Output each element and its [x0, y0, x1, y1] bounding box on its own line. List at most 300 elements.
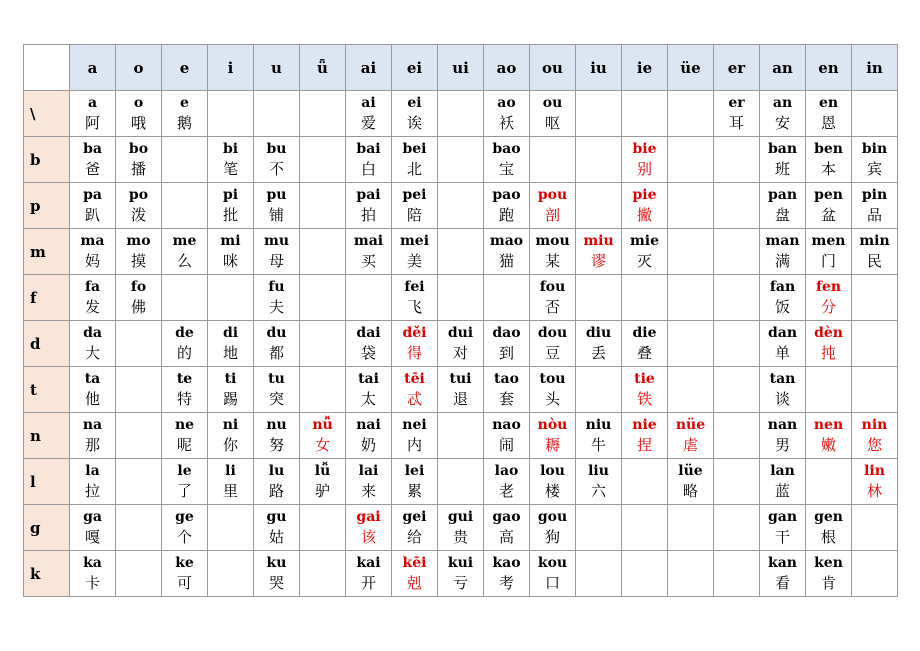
syllable-cell [392, 229, 438, 275]
syllable-character: 豆 [544, 344, 560, 362]
syllable-character: 都 [268, 344, 284, 362]
syllable-character: 陪 [406, 206, 422, 224]
syllable-character: 考 [498, 574, 514, 592]
syllable-pinyin: tui [449, 371, 472, 387]
syllable-cell [392, 91, 438, 137]
syllable-cell [392, 505, 438, 551]
initial-row [24, 551, 898, 597]
empty-cell [714, 137, 760, 183]
syllable-pinyin: nòu [537, 417, 568, 433]
syllable-pinyin: mie [629, 233, 660, 249]
syllable-character: 突 [268, 390, 284, 408]
final-header-cell: i [208, 45, 254, 91]
syllable-pinyin: gao [492, 509, 521, 525]
syllable-character: 来 [360, 482, 376, 500]
syllable-pinyin: men [811, 233, 846, 249]
syllable-cell [530, 459, 576, 505]
syllable-cell [852, 229, 898, 275]
syllable-pinyin: dan [767, 325, 798, 341]
syllable-character: 某 [544, 252, 560, 270]
syllable-pinyin: gei [402, 509, 427, 525]
syllable-pinyin: pei [402, 187, 427, 203]
syllable-cell [254, 229, 300, 275]
syllable-character: 蓝 [774, 482, 790, 500]
empty-cell [714, 183, 760, 229]
syllable-cell [392, 551, 438, 597]
final-header-cell: an [760, 45, 806, 91]
syllable-character: 铺 [268, 206, 284, 224]
header-row [24, 45, 898, 91]
final-header-cell: u [254, 45, 300, 91]
final-header-cell: o [116, 45, 162, 91]
syllable-character: 干 [774, 528, 790, 546]
final-header-cell: in [852, 45, 898, 91]
syllable-cell [438, 551, 484, 597]
initial-row [24, 367, 898, 413]
final-header-cell: ǖ [300, 45, 346, 91]
initial-header-cell: t [24, 367, 70, 413]
syllable-pinyin: pou [537, 187, 568, 203]
syllable-pinyin: kao [492, 555, 521, 571]
syllable-pinyin: pen [814, 187, 843, 203]
empty-cell [300, 91, 346, 137]
empty-cell [438, 91, 484, 137]
empty-cell [852, 505, 898, 551]
syllable-pinyin: ni [222, 417, 239, 433]
syllable-pinyin: lei [404, 463, 425, 479]
initial-header-cell: k [24, 551, 70, 597]
syllable-pinyin: bo [128, 141, 149, 157]
empty-cell [438, 275, 484, 321]
empty-cell [622, 459, 668, 505]
syllable-pinyin: nai [356, 417, 381, 433]
syllable-pinyin: ai [361, 95, 376, 111]
empty-cell [300, 137, 346, 183]
empty-cell [208, 505, 254, 551]
syllable-pinyin: tou [539, 371, 566, 387]
syllable-cell [208, 137, 254, 183]
syllable-cell [852, 413, 898, 459]
syllable-pinyin: bai [356, 141, 381, 157]
syllable-character: 虐 [682, 436, 698, 454]
syllable-character: 可 [176, 574, 192, 592]
syllable-cell [162, 459, 208, 505]
syllable-cell [530, 551, 576, 597]
syllable-cell [70, 183, 116, 229]
final-header-cell: er [714, 45, 760, 91]
syllable-character: 白 [360, 160, 376, 178]
syllable-cell [208, 321, 254, 367]
syllable-cell [760, 91, 806, 137]
syllable-pinyin: lin [864, 463, 885, 479]
syllable-pinyin: ei [407, 95, 422, 111]
syllable-pinyin: tai [358, 371, 379, 387]
syllable-cell [530, 505, 576, 551]
syllable-character: 铁 [636, 390, 652, 408]
syllable-cell [346, 229, 392, 275]
syllable-character: 六 [590, 482, 606, 500]
syllable-pinyin: lüe [678, 463, 703, 479]
syllable-pinyin: diu [585, 325, 612, 341]
syllable-pinyin: tie [634, 371, 655, 387]
initial-header-cell: p [24, 183, 70, 229]
syllable-cell [852, 459, 898, 505]
syllable-pinyin: ka [83, 555, 102, 571]
syllable-character: 到 [498, 344, 514, 362]
syllable-cell [254, 367, 300, 413]
final-header-cell: ao [484, 45, 530, 91]
syllable-pinyin: ke [175, 555, 194, 571]
syllable-character: 分 [820, 298, 836, 316]
syllable-pinyin: kan [768, 555, 797, 571]
empty-cell [668, 183, 714, 229]
syllable-cell [806, 229, 852, 275]
syllable-character: 您 [866, 436, 882, 454]
empty-cell [484, 275, 530, 321]
empty-cell [438, 413, 484, 459]
syllable-pinyin: pan [767, 187, 798, 203]
final-header-cell: e [162, 45, 208, 91]
syllable-cell [254, 413, 300, 459]
syllable-pinyin: dou [537, 325, 568, 341]
empty-cell [116, 321, 162, 367]
syllable-cell [116, 91, 162, 137]
syllable-character: 诶 [406, 114, 422, 132]
empty-cell [806, 459, 852, 505]
syllable-cell [530, 321, 576, 367]
syllable-pinyin: pu [266, 187, 287, 203]
syllable-cell [622, 229, 668, 275]
empty-cell [438, 229, 484, 275]
syllable-cell [346, 459, 392, 505]
syllable-cell [760, 229, 806, 275]
syllable-pinyin: gou [537, 509, 568, 525]
initial-row [24, 137, 898, 183]
syllable-character: 拉 [84, 482, 100, 500]
syllable-cell [254, 459, 300, 505]
syllable-pinyin: ben [814, 141, 843, 157]
syllable-cell [806, 413, 852, 459]
syllable-pinyin: mao [489, 233, 524, 249]
syllable-pinyin: na [82, 417, 103, 433]
syllable-pinyin: bao [492, 141, 521, 157]
initial-header-cell: g [24, 505, 70, 551]
syllable-character: 开 [360, 574, 376, 592]
syllable-character: 摸 [130, 252, 146, 270]
syllable-character: 太 [360, 390, 376, 408]
syllable-character: 奶 [360, 436, 376, 454]
syllable-cell [392, 275, 438, 321]
syllable-cell [346, 551, 392, 597]
syllable-pinyin: po [128, 187, 149, 203]
empty-cell [714, 229, 760, 275]
syllable-character: 夫 [268, 298, 284, 316]
syllable-character: 阿 [84, 114, 100, 132]
syllable-pinyin: nin [861, 417, 888, 433]
syllable-pinyin: te [176, 371, 193, 387]
syllable-character: 忒 [406, 390, 422, 408]
syllable-character: 看 [774, 574, 790, 592]
syllable-pinyin: fei [404, 279, 425, 295]
syllable-pinyin: da [83, 325, 102, 341]
syllable-pinyin: nen [813, 417, 844, 433]
initial-row [24, 229, 898, 275]
syllable-pinyin: kai [356, 555, 381, 571]
syllable-pinyin: dai [356, 325, 381, 341]
syllable-cell [346, 413, 392, 459]
syllable-character: 批 [222, 206, 238, 224]
empty-cell [806, 367, 852, 413]
syllable-pinyin: mou [535, 233, 570, 249]
syllable-character: 努 [268, 436, 284, 454]
final-header-cell: iu [576, 45, 622, 91]
syllable-character: 你 [222, 436, 238, 454]
syllable-pinyin: bin [861, 141, 888, 157]
syllable-cell [668, 459, 714, 505]
syllable-character: 嘎 [84, 528, 100, 546]
syllable-pinyin: fan [769, 279, 796, 295]
initial-header-cell: l [24, 459, 70, 505]
syllable-cell [484, 91, 530, 137]
syllable-character: 对 [452, 344, 468, 362]
syllable-character: 退 [452, 390, 468, 408]
syllable-character: 地 [222, 344, 238, 362]
syllable-pinyin: dèn [814, 325, 843, 341]
syllable-cell [70, 275, 116, 321]
syllable-cell [806, 505, 852, 551]
empty-cell [714, 367, 760, 413]
syllable-pinyin: bie [632, 141, 657, 157]
syllable-character: 恩 [820, 114, 836, 132]
syllable-cell [254, 275, 300, 321]
empty-cell [162, 137, 208, 183]
syllable-cell [208, 367, 254, 413]
syllable-character: 撇 [636, 206, 652, 224]
syllable-cell [254, 505, 300, 551]
syllable-character: 饭 [774, 298, 790, 316]
syllable-pinyin: nu [266, 417, 287, 433]
syllable-cell [806, 275, 852, 321]
syllable-pinyin: ban [767, 141, 798, 157]
syllable-pinyin: mu [264, 233, 289, 249]
syllable-cell [760, 505, 806, 551]
syllable-character: 捏 [636, 436, 652, 454]
syllable-character: 满 [774, 252, 790, 270]
syllable-cell [760, 321, 806, 367]
syllable-cell [622, 413, 668, 459]
syllable-pinyin: nüe [675, 417, 706, 433]
syllable-cell [760, 183, 806, 229]
syllable-character: 哦 [130, 114, 146, 132]
syllable-pinyin: gui [447, 509, 474, 525]
empty-cell [714, 459, 760, 505]
syllable-character: 宝 [498, 160, 514, 178]
final-header-cell: en [806, 45, 852, 91]
syllable-pinyin: dui [447, 325, 474, 341]
syllable-cell [208, 183, 254, 229]
syllable-pinyin: le [177, 463, 192, 479]
syllable-cell [254, 551, 300, 597]
syllable-cell [116, 229, 162, 275]
syllable-character: 女 [314, 436, 330, 454]
syllable-cell [438, 321, 484, 367]
syllable-pinyin: ti [224, 371, 237, 387]
syllable-cell [484, 505, 530, 551]
syllable-pinyin: tan [769, 371, 796, 387]
syllable-character: 牛 [590, 436, 606, 454]
syllable-pinyin: tu [268, 371, 285, 387]
empty-cell [714, 413, 760, 459]
empty-cell [162, 183, 208, 229]
syllable-pinyin: de [175, 325, 194, 341]
syllable-pinyin: liu [588, 463, 609, 479]
initial-row [24, 275, 898, 321]
syllable-pinyin: pa [83, 187, 102, 203]
syllable-pinyin: mo [126, 233, 151, 249]
syllable-character: 耨 [544, 436, 560, 454]
syllable-character: 里 [222, 482, 238, 500]
syllable-character: 丢 [590, 344, 606, 362]
empty-cell [714, 275, 760, 321]
syllable-character: 谈 [774, 390, 790, 408]
syllable-cell [760, 275, 806, 321]
initial-header-cell: n [24, 413, 70, 459]
final-header-cell: a [70, 45, 116, 91]
empty-cell [116, 551, 162, 597]
syllable-cell [484, 321, 530, 367]
final-header-cell: ai [346, 45, 392, 91]
final-header-cell: üe [668, 45, 714, 91]
syllable-cell [392, 183, 438, 229]
syllable-pinyin: fo [130, 279, 147, 295]
syllable-character: 爸 [84, 160, 100, 178]
syllable-cell [392, 367, 438, 413]
empty-cell [116, 413, 162, 459]
empty-cell [714, 551, 760, 597]
syllable-character: 套 [498, 390, 514, 408]
final-header-cell: ou [530, 45, 576, 91]
syllable-cell [760, 459, 806, 505]
syllable-character: 的 [176, 344, 192, 362]
initial-row [24, 413, 898, 459]
empty-cell [162, 275, 208, 321]
syllable-character: 单 [774, 344, 790, 362]
syllable-cell [346, 183, 392, 229]
syllable-character: 肯 [820, 574, 836, 592]
syllable-cell [70, 137, 116, 183]
syllable-character: 品 [866, 206, 882, 224]
syllable-cell [254, 183, 300, 229]
empty-cell [622, 275, 668, 321]
initial-row [24, 459, 898, 505]
empty-cell [300, 321, 346, 367]
syllable-character: 该 [360, 528, 376, 546]
syllable-character: 内 [406, 436, 422, 454]
syllable-pinyin: lan [770, 463, 795, 479]
final-header-cell: ei [392, 45, 438, 91]
syllable-pinyin: bei [402, 141, 427, 157]
empty-cell [300, 505, 346, 551]
syllable-pinyin: děi [402, 325, 427, 341]
empty-cell [714, 321, 760, 367]
empty-cell [116, 367, 162, 413]
syllable-pinyin: bu [266, 141, 287, 157]
syllable-pinyin: kou [537, 555, 568, 571]
empty-cell [668, 367, 714, 413]
syllable-cell [162, 413, 208, 459]
empty-cell [852, 91, 898, 137]
syllable-pinyin: kui [447, 555, 474, 571]
initial-row [24, 321, 898, 367]
syllable-cell [576, 229, 622, 275]
syllable-cell [438, 505, 484, 551]
syllable-cell [70, 413, 116, 459]
syllable-pinyin: o [133, 95, 144, 111]
syllable-cell [484, 183, 530, 229]
syllable-cell [162, 551, 208, 597]
syllable-character: 泼 [130, 206, 146, 224]
syllable-character: 飞 [406, 298, 422, 316]
syllable-character: 了 [176, 482, 192, 500]
syllable-character: 呕 [544, 114, 560, 132]
syllable-pinyin: min [859, 233, 890, 249]
syllable-character: 母 [268, 252, 284, 270]
syllable-cell [622, 137, 668, 183]
initial-row [24, 505, 898, 551]
syllable-character: 口 [544, 574, 560, 592]
syllable-pinyin: mei [399, 233, 430, 249]
syllable-cell [162, 321, 208, 367]
syllable-cell [162, 505, 208, 551]
initial-header-cell: f [24, 275, 70, 321]
syllable-pinyin: lu [268, 463, 285, 479]
syllable-pinyin: pai [356, 187, 381, 203]
syllable-pinyin: ga [83, 509, 102, 525]
syllable-character: 笔 [222, 160, 238, 178]
syllable-pinyin: man [765, 233, 800, 249]
syllable-character: 男 [774, 436, 790, 454]
empty-cell [622, 551, 668, 597]
empty-cell [576, 367, 622, 413]
syllable-cell [530, 91, 576, 137]
initial-header-cell: b [24, 137, 70, 183]
syllable-character: 呢 [176, 436, 192, 454]
syllable-cell [346, 91, 392, 137]
syllable-cell [622, 321, 668, 367]
syllable-character: 狗 [544, 528, 560, 546]
syllable-character: 趴 [84, 206, 100, 224]
syllable-pinyin: mai [353, 233, 384, 249]
empty-cell [714, 505, 760, 551]
syllable-pinyin: me [172, 233, 197, 249]
empty-cell [852, 367, 898, 413]
empty-cell [576, 551, 622, 597]
syllable-cell [484, 459, 530, 505]
syllable-character: 头 [544, 390, 560, 408]
syllable-cell [346, 321, 392, 367]
syllable-character: 剖 [544, 206, 560, 224]
syllable-pinyin: die [632, 325, 657, 341]
syllable-cell [116, 275, 162, 321]
syllable-cell [484, 413, 530, 459]
empty-cell [530, 137, 576, 183]
syllable-cell [484, 137, 530, 183]
syllable-character: 特 [176, 390, 192, 408]
syllable-cell [714, 91, 760, 137]
syllable-pinyin: niu [585, 417, 612, 433]
empty-cell [668, 551, 714, 597]
syllable-cell [346, 367, 392, 413]
